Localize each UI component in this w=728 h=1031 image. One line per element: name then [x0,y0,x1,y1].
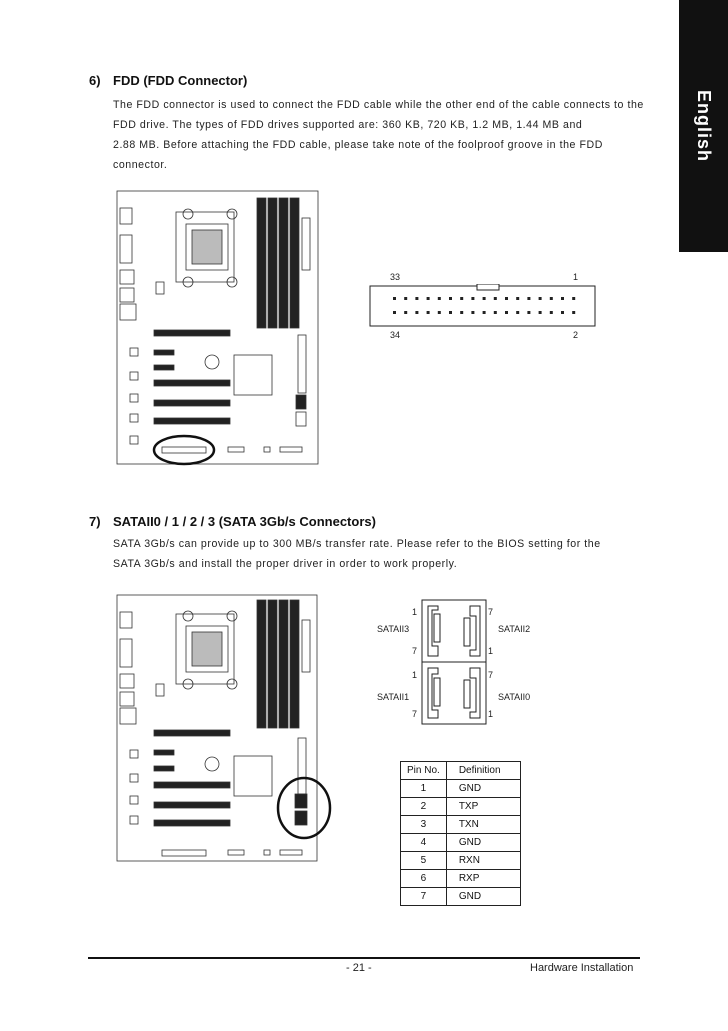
table-cell-definition: TXN [446,816,520,834]
sata0-pin-7-label: 7 [488,670,494,680]
sata-pin-table [400,761,521,906]
sata-paragraph-line: SATA 3Gb/s and install the proper driver in order to work properly. [113,558,458,570]
fdd-paragraph-line: 2.88 MB. Before attaching the FDD cable, please take note of the foolproof groove in the FDD [113,139,603,151]
sata0-pin-1-label: 1 [488,709,494,719]
table-cell-pin: 6 [401,870,447,888]
sata2-pin-7-label: 7 [488,607,494,617]
fdd-pin [404,311,407,314]
table-header-row [401,762,521,780]
fdd-paragraph-line: The FDD connector is used to connect the FDD cable while the other end of the cable connects to the [113,99,644,111]
fdd-paragraph-line: connector. [113,159,168,171]
fdd-pin [561,297,564,300]
fdd-section-title: FDD (FDD Connector) [113,73,248,88]
footer-rule [88,957,640,959]
fdd-pin [550,311,553,314]
fdd-pin [415,311,418,314]
table-cell-pin: 4 [401,834,447,852]
fdd-pin [438,297,441,300]
fdd-pin [572,311,575,314]
table-row [401,834,521,852]
fdd-pin [505,297,508,300]
fdd-pin [527,311,530,314]
fdd-pin [471,311,474,314]
sata-connectors-diagram [420,598,488,726]
fdd-pin-33-label: 33 [390,272,401,282]
sata3-pin-1-label: 1 [412,607,418,617]
fdd-pin [393,297,396,300]
fdd-pin-1-label: 1 [573,272,579,282]
sata3-label: SATAII3 [377,624,410,634]
sata3-pin-7-label: 7 [412,646,418,656]
table-cell-definition: RXN [446,852,520,870]
table-cell-definition: GND [446,834,520,852]
fdd-pin [505,311,508,314]
table-cell-pin: 3 [401,816,447,834]
sata-paragraph [113,534,601,574]
fdd-pin [449,297,452,300]
sata2-pin-1-label: 1 [488,646,494,656]
table-cell-pin: 1 [401,780,447,798]
fdd-pin [494,311,497,314]
fdd-pin [460,297,463,300]
fdd-pin [561,311,564,314]
language-tab-label: English [694,89,714,162]
sata2-label: SATAII2 [498,624,531,634]
language-tab [679,0,728,252]
fdd-pin [438,311,441,314]
table-row [401,888,521,906]
table-row [401,798,521,816]
motherboard-diagram-fdd [116,190,322,470]
sata-section-number: 7) [89,514,101,529]
fdd-pin [539,311,542,314]
sata0-label: SATAII0 [498,692,531,702]
fdd-paragraph-line: FDD drive. The types of FDD drives supported are: 360 KB, 720 KB, 1.2 MB, 1.44 MB and [113,119,583,131]
motherboard-diagram-sata [116,594,341,866]
fdd-pin [572,297,575,300]
table-cell-pin: 2 [401,798,447,816]
table-cell-definition: GND [446,780,520,798]
sata1-label: SATAII1 [377,692,410,702]
fdd-pin [494,297,497,300]
table-cell-definition: RXP [446,870,520,888]
table-row [401,816,521,834]
table-row [401,780,521,798]
fdd-pin [415,297,418,300]
table-cell-definition: GND [446,888,520,906]
fdd-pin [539,297,542,300]
fdd-pin-2-label: 2 [573,330,579,340]
fdd-connector-diagram [369,284,597,330]
fdd-pin [527,297,530,300]
sata1-pin-7-label: 7 [412,709,418,719]
fdd-pin [404,297,407,300]
table-row [401,852,521,870]
fdd-pin [550,297,553,300]
fdd-pin [516,297,519,300]
table-header-definition: Definition [446,762,520,780]
fdd-pin [483,311,486,314]
fdd-pin-34-label: 34 [390,330,401,340]
fdd-section-number: 6) [89,73,101,88]
table-cell-pin: 5 [401,852,447,870]
fdd-pin [449,311,452,314]
fdd-pin [427,311,430,314]
fdd-paragraph [113,95,644,175]
table-header-pin-no: Pin No. [401,762,447,780]
fdd-pin [393,311,396,314]
page-number: - 21 - [346,962,372,974]
fdd-pin [427,297,430,300]
table-cell-pin: 7 [401,888,447,906]
table-row [401,870,521,888]
sata-paragraph-line: SATA 3Gb/s can provide up to 300 MB/s transfer rate. Please refer to the BIOS setting for the [113,538,601,550]
fdd-pin [483,297,486,300]
sata-section-title: SATAII0 / 1 / 2 / 3 (SATA 3Gb/s Connectors) [113,514,376,529]
fdd-pin [460,311,463,314]
fdd-pin [516,311,519,314]
sata1-pin-1-label: 1 [412,670,418,680]
fdd-pin [471,297,474,300]
footer-section-title: Hardware Installation [530,962,634,974]
table-cell-definition: TXP [446,798,520,816]
